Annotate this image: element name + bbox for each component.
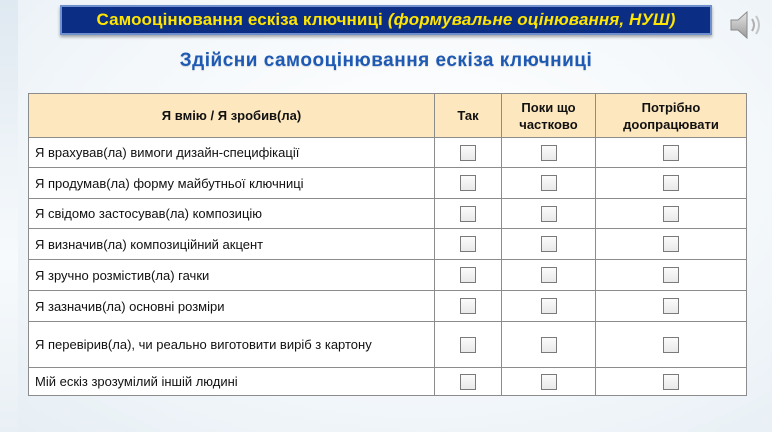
- rework-checkbox[interactable]: [663, 267, 679, 283]
- table-row: [29, 368, 747, 396]
- partial-checkbox[interactable]: [541, 298, 557, 314]
- rework-checkbox[interactable]: [663, 206, 679, 222]
- speaker-icon[interactable]: [728, 8, 766, 42]
- rework-checkbox[interactable]: [663, 298, 679, 314]
- subtitle: Здійсни самооцінювання ескіза ключниці: [179, 50, 593, 71]
- criterion-label: Я зручно розмістив(ла) гачки: [29, 260, 435, 291]
- yes-checkbox[interactable]: [460, 267, 476, 283]
- criterion-label: Я продумав(ла) форму майбутньої ключниці: [29, 168, 435, 199]
- header-skill: Я вмію / Я зробив(ла): [29, 94, 435, 138]
- rework-checkbox[interactable]: [663, 337, 679, 353]
- table-row: [29, 260, 747, 291]
- partial-checkbox[interactable]: [541, 206, 557, 222]
- yes-checkbox[interactable]: [460, 374, 476, 390]
- yes-checkbox[interactable]: [460, 145, 476, 161]
- rework-checkbox[interactable]: [663, 236, 679, 252]
- banner-title-italic: (формувальне оцінювання, НУШ): [387, 10, 676, 29]
- header-rework: Потрібно доопрацювати: [596, 94, 747, 138]
- criterion-label: Я визначив(ла) композиційний акцент: [29, 229, 435, 260]
- rework-checkbox[interactable]: [663, 145, 679, 161]
- yes-checkbox[interactable]: [460, 206, 476, 222]
- title-banner: [60, 5, 712, 35]
- banner-title: Самооцінювання ескіза ключниці: [96, 10, 383, 29]
- self-assessment-table: [28, 93, 747, 396]
- yes-checkbox[interactable]: [460, 337, 476, 353]
- table-row: [29, 199, 747, 229]
- table-header-row: [29, 94, 747, 138]
- table-row: [29, 322, 747, 368]
- partial-checkbox[interactable]: [541, 374, 557, 390]
- header-yes: Так: [435, 94, 502, 138]
- partial-checkbox[interactable]: [541, 267, 557, 283]
- header-partial: Поки що частково: [502, 94, 596, 138]
- partial-checkbox[interactable]: [541, 175, 557, 191]
- criterion-label: Мій ескіз зрозумілий іншій людині: [29, 368, 435, 396]
- criterion-label: Я перевірив(ла), чи реально виготовити виріб з картону: [29, 322, 435, 368]
- partial-checkbox[interactable]: [541, 337, 557, 353]
- yes-checkbox[interactable]: [460, 236, 476, 252]
- partial-checkbox[interactable]: [541, 145, 557, 161]
- partial-checkbox[interactable]: [541, 236, 557, 252]
- criterion-label: Я зазначив(ла) основні розміри: [29, 291, 435, 322]
- yes-checkbox[interactable]: [460, 175, 476, 191]
- criterion-label: Я врахував(ла) вимоги дизайн-специфікації: [29, 138, 435, 168]
- table-row: [29, 229, 747, 260]
- yes-checkbox[interactable]: [460, 298, 476, 314]
- rework-checkbox[interactable]: [663, 175, 679, 191]
- rework-checkbox[interactable]: [663, 374, 679, 390]
- table-row: [29, 168, 747, 199]
- table-row: [29, 291, 747, 322]
- table-row: [29, 138, 747, 168]
- criterion-label: Я свідомо застосував(ла) композицію: [29, 199, 435, 229]
